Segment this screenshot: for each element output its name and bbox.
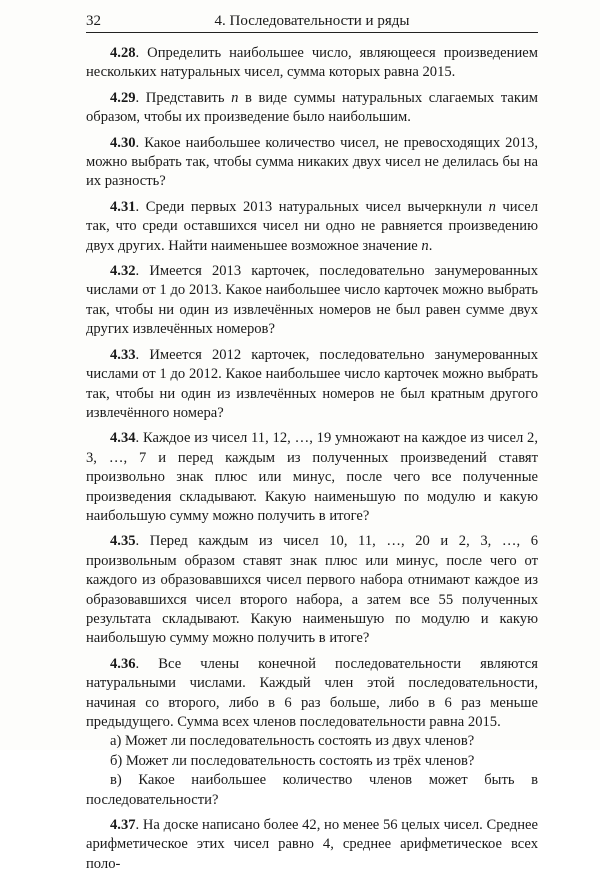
- problem-4-28: [86, 44, 538, 83]
- problem-4-30: [86, 134, 538, 192]
- problem-4-34: [86, 429, 538, 526]
- problem-text: . На доске написано более 42, но менее 56 целых чисел. Среднее арифметическое этих чисел равно 4, среднее арифметическое всех поло-: [86, 817, 538, 872]
- problem-number: 4.35: [110, 533, 136, 550]
- variable-n: n: [488, 198, 496, 215]
- variable-n: n: [421, 237, 429, 254]
- variable-n: n: [231, 89, 239, 106]
- problem-4-29: [86, 89, 538, 128]
- problem-text: в виде суммы натуральных слагаемых таким образом, чтобы их произведение было наибольшим.: [86, 89, 538, 126]
- problem-text: . Перед каждым из чисел 10, 11, …, 20 и 2, 3, …, 6 произвольным образом ставят знак плюс или минус, после чего от каждого из образовавшихся чисел первого набора отнимают каждое из образовавшихся чисел второго набора, а затем все 55 полученных результата складывают. Какую наименьшую по модулю и какую наибольшую сумму можно получить в итоге?: [86, 533, 538, 647]
- problem-text: . Среди первых 2013 натуральных чисел вычеркнули: [135, 198, 489, 215]
- problem-number: 4.33: [110, 346, 136, 363]
- problem-text: . Представить: [135, 89, 232, 106]
- subitem-b: б) Может ли последовательность состоять из трёх членов?: [110, 752, 475, 769]
- subitem-c: в) Какое наибольшее количество членов может быть в последовательности?: [86, 772, 538, 808]
- problem-4-35: [86, 532, 538, 648]
- problem-text: . Какое наибольшее количество чисел, не превосходящих 2013, можно выбрать так, чтобы сумма никаких двух чисел не делилась бы на их разность?: [86, 134, 538, 190]
- problem-4-36-subitems: [86, 732, 538, 810]
- problem-number: 4.34: [110, 430, 136, 447]
- problem-number: 4.28: [110, 45, 136, 61]
- problem-text: .: [428, 237, 433, 254]
- problem-number: 4.32: [110, 263, 136, 280]
- running-header: [86, 10, 538, 33]
- problem-4-31: [86, 198, 538, 256]
- problem-list: [86, 44, 538, 880]
- problem-text: . Определить наибольшее число, являющееся произведением нескольких натуральных чисел, сумма которых равна 2015.: [86, 45, 538, 81]
- subitem-a: а) Может ли последовательность состоять из двух членов?: [110, 733, 475, 750]
- problem-text: чисел так, что среди оставшихся чисел ни одно не равняется произведению двух других. Найти наименьшее возможное значение: [86, 198, 538, 254]
- problem-4-36: [86, 655, 538, 733]
- page-number: 32: [86, 13, 101, 29]
- problem-number: 4.29: [110, 89, 136, 106]
- problem-number: 4.30: [110, 134, 136, 151]
- problem-text: . Имеется 2012 карточек, последовательно занумерованных числами от 1 до 2012. Какое наибольшее число карточек можно выбрать так, чтобы ни один из извлечённых номеров не был кратным другого извлечённого номера?: [86, 346, 538, 421]
- problem-text: . Все члены конечной последовательности являются натуральными числами. Каждый член этой последовательности, начиная со второго, либо в 6 раз больше, либо в 6 раз меньше предыдущего. Сумма всех членов последовательности равна 2015.: [86, 655, 538, 730]
- problem-text: . Имеется 2013 карточек, последовательно занумерованных числами от 1 до 2013. Какое наибольшее число карточек можно выбрать так, чтобы ни один из извлечённых номеров не был равен сумме двух других извлечённых номеров?: [86, 263, 538, 338]
- problem-4-32: [86, 262, 538, 340]
- problem-number: 4.31: [110, 198, 136, 215]
- problem-text: . Каждое из чисел 11, 12, …, 19 умножают на каждое из чисел 2, 3, …, 7 и перед каждым из полученных произведений ставят произвольно знак плюс или минус, после чего все полученные произведения складывают. Какую наименьшую по модулю и какую наибольшую сумму можно получить в итоге?: [86, 430, 538, 524]
- problem-4-33: [86, 346, 538, 424]
- problem-4-37: [86, 816, 538, 874]
- section-title: 4. Последовательности и ряды: [214, 13, 410, 29]
- problem-number: 4.36: [110, 655, 136, 672]
- problem-number: 4.37: [110, 817, 136, 834]
